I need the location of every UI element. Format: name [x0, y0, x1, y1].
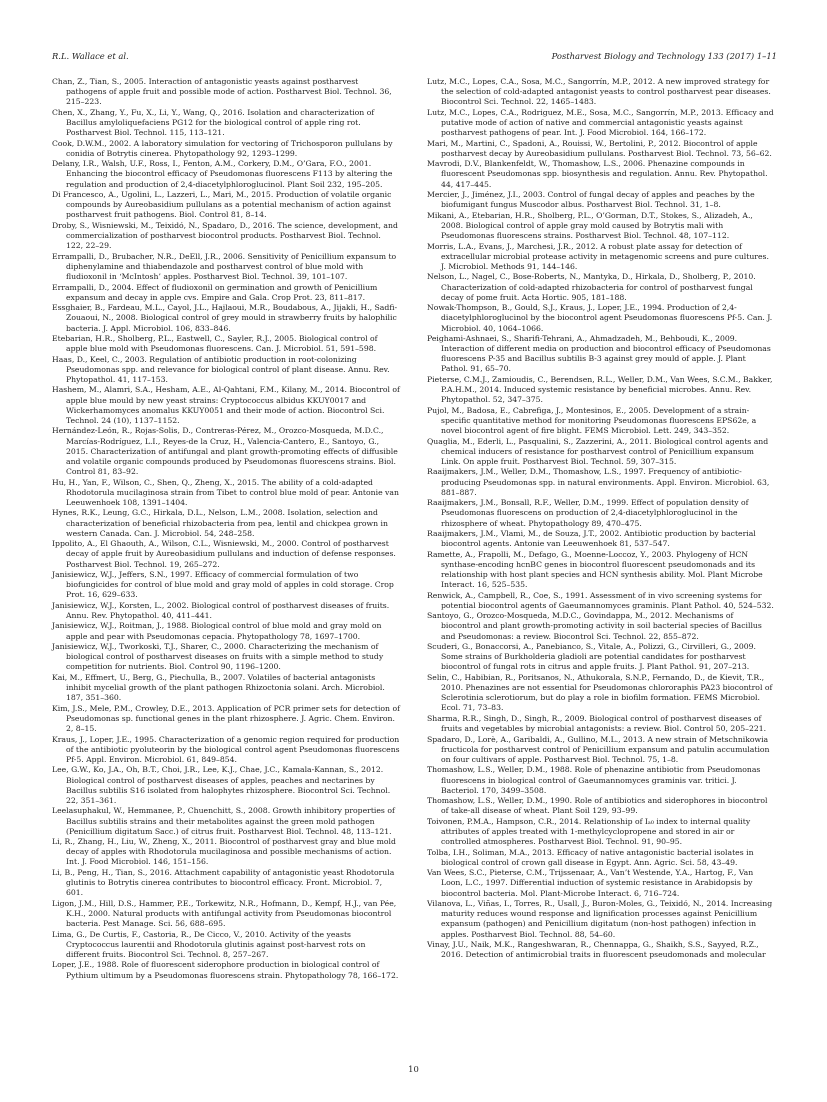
reference-entry[interactable]: Chan, Z., Tian, S., 2005. Interaction of antagonistic yeasts against postharvest pathogens of apple fruit and possible mode of action. Postharvest Biol. Technol. 36, 215–223.	[52, 77, 392, 107]
reference-entry[interactable]: Errampalli, D., Brubacher, N.R., DeEll, J.R., 2006. Sensitivity of Penicillium expansum to diphenylamine and thiabendazole and postharvest control of blue mold with fludioxonil in ‘McIntosh’ apples. Postharvest Biol. Technol. 39, 101–107.	[52, 251, 397, 282]
running-header-journal: Postharvest Biology and Technology 133 (2017) 1–11	[551, 51, 777, 61]
reference-entry[interactable]: Tolba, I.H., Soliman, M.A., 2013. Efficacy of native antagonistic bacterial isolates in biological control of crown gall disease in Egypt. Ann. Agric. Sci. 58, 43–49.	[427, 847, 754, 867]
reference-entry[interactable]: Van Wees, S.C., Pieterse, C.M., Trijssenaar, A., Van’t Westende, Y.A., Hartog, F., Van Loon, L.C., 1997. Differential induction of systemic resistance in Arabidopsis by biocontrol bacteria. Mol. Plant-Microbe Interact. 6, 716–724.	[427, 868, 754, 898]
reference-entry[interactable]: Delany, I.R., Walsh, U.F., Ross, I., Fenton, A.M., Corkery, D.M., O’Gara, F.O., 2001. Enhancing the biocontrol efficacy of Pseudomonas fluorescens F113 by altering the regulation and production of 2,4-diacetylphloroglucinol. Plant Soil 232, 195–205.	[52, 159, 393, 189]
reference-entry[interactable]: Droby, S., Wisniewski, M., Teixidó, N., Spadaro, D., 2016. The science, development, and commercialization of postharvest biocontrol products. Postharvest Biol. Technol. 122, 22–29.	[52, 220, 398, 251]
reference-entry[interactable]: Nelson, L., Nagel, C., Bose-Roberts, N., Mantyka, D., Hirkala, D., Sholberg, P., 2010. Characterization of cold-adapted rhizobacteria for control of postharvest fungal decay of pome fruit. Acta Hortic. 905, 181–188.	[427, 272, 756, 302]
reference-entry[interactable]: Nowak-Thompson, B., Gould, S.J., Kraus, J., Loper, J.E., 1994. Production of 2,4-diacetylphloroglucinol by the biocontrol agent Pseudomonas fluorescens Pf-5. Can. J. Microbiol. 40, 1064–1066.	[427, 303, 773, 333]
reference-entry[interactable]: Ramette, A., Frapolli, M., Defago, G., Moenne-Loccoz, Y., 2003. Phylogeny of HCN synthase-encoding hcnBC genes in biocontrol fluorescent pseudomonads and its relationship with host plant species and HCN synthesis ability. Mol. Plant Microbe Interact. 16, 525–535.	[427, 549, 763, 590]
reference-entry[interactable]: Li, B., Peng, H., Tian, S., 2016. Attachment capability of antagonistic yeast Rhodotorula glutinis to Botrytis cinerea contributes to biocontrol efficacy. Front. Microbiol. 7, 601.	[52, 867, 395, 898]
reference-entry[interactable]: Leelasuphakul, W., Hemmanee, P., Chuenchitt, S., 2008. Growth inhibitory properties of Bacillus subtilis strains and their metabolites against the green mold pathogen (Penicillium digitatum Sacc.) of citrus fruit. Postharvest Biol. Technol. 48, 113–121.	[52, 806, 395, 836]
reference-entry[interactable]: Kraus, J., Loper, J.E., 1995. Characterization of a genomic region required for production of the antibiotic pyoluteorin by the biological control agent Pseudomonas fluorescens Pf-5. Appl. Environ. Microbiol. 61, 849–854.	[52, 734, 400, 764]
reference-entry[interactable]: Haas, D., Keel, C., 2003. Regulation of antibiotic production in root-colonizing Pseudomonas spp. and relevance for biological control of plant disease. Annu. Rev. Phytopathol. 41, 117–153.	[52, 354, 390, 384]
reference-entry[interactable]: Chen, X., Zhang, Y., Fu, X., Li, Y., Wang, Q., 2016. Isolation and characterization of Bacillus amyloliquefaciens PG12 for the biological control of apple ring rot. Postharvest Biol. Technol. 115, 113–121.	[52, 107, 375, 138]
reference-entry[interactable]: Lima, G., De Curtis, F., Castoria, R., De Cicco, V., 2010. Activity of the yeasts Cryptococcus laurentii and Rhodotorula glutinis against post-harvest rots on different fruits. Biocontrol Sci. Technol. 8, 257–267.	[52, 929, 366, 959]
reference-entry[interactable]: Raaijmakers, J.M., Vlami, M., de Souza, J.T., 2002. Antibiotic production by bacterial biocontrol agents. Antonie van Leeuwenhoek 81, 537–547.	[427, 529, 756, 549]
reference-entry[interactable]: Etebarian, H.R., Sholberg, P.L., Eastwell, C., Sayler, R.J., 2005. Biological control of apple blue mold with Pseudomonas fluorescens. Can. J. Microbiol. 51, 591–598.	[52, 334, 378, 354]
reference-entry[interactable]: Pieterse, C.M.J., Zamioudis, C., Berendsen, R.L., Weller, D.M., Van Wees, S.C.M., Bakker, P.A.H.M., 2014. Induced systemic resistance by beneficial microbes. Annu. Rev. Phytopathol. 52, 347–375.	[427, 374, 773, 405]
reference-entry[interactable]: Vinay, J.U., Naik, M.K., Rangeshwaran, R., Chennappa, G., Shaikh, S.S., Sayyed, R.Z., 2016. Detection of antimicrobial traits in fluorescent pseudomonads and molecular	[427, 940, 766, 960]
reference-entry[interactable]: Quaglia, M., Ederli, L., Pasqualini, S., Zazzerini, A., 2011. Biological control agents and chemical inducers of resistance for postharvest control of Penicillium expansum Link. On apple fruit. Postharvest Biol. Technol. 59, 307–315.	[427, 436, 769, 466]
reference-entry[interactable]: Santoyo, G., Orozco-Mosqueda, M.D.C., Govindappa, M., 2012. Mechanisms of biocontrol and plant growth-promoting activity in soil bacterial species of Bacillus and Pseudomonas: a review. Biocontrol Sci. Technol. 22, 855–872.	[427, 611, 762, 641]
reference-entry[interactable]: Kim, J.S., Mele, P.M., Crowley, D.E., 2013. Application of PCR primer sets for detection of Pseudomonas sp. functional genes in the plant rhizosphere. J. Agric. Chem. Environ. 2, 8–15.	[52, 703, 400, 734]
running-header-authors: R.L. Wallace et al.	[52, 51, 129, 61]
page-number: 10	[408, 1064, 419, 1074]
reference-entry[interactable]: Morris, L.A., Evans, J., Marchesi, J.R., 2012. A robust plate assay for detection of extracellular microbial protease activity in metagenomic screens and pure cultures. J. Microbiol. Methods 91, 144–146.	[427, 241, 769, 271]
reference-entry[interactable]: Peighami-Ashnaei, S., Sharifi-Tehrani, A., Ahmadzadeh, M., Behboudi, K., 2009. Interaction of different media on production and biocontrol efficacy of Pseudomonas fluorescens P-35 and Bacillus subtilis B-3 against grey mould of apple. J. Plant Pathol. 91, 65–70.	[427, 334, 771, 374]
reference-entry[interactable]: Hynes, R.K., Leung, G.C., Hirkala, D.L., Nelson, L.M., 2008. Isolation, selection and characterization of beneficial rhizobacteria from pea, lentil and chickpea grown in western Canada. Can. J. Microbiol. 54, 248–258.	[52, 508, 388, 538]
reference-entry[interactable]: Sharma, R.R., Singh, D., Singh, R., 2009. Biological control of postharvest diseases of fruits and vegetables by microbial antagonists: a review. Biol. Control 50, 205–221.	[427, 713, 767, 734]
reference-entry[interactable]: Janisiewicz, W.J., Roitman, J., 1988. Biological control of blue mold and gray mold on apple and pear with Pseudomonas cepacia. Phytopathology 78, 1697–1700.	[52, 621, 382, 641]
reference-entry[interactable]: Raaijmakers, J.M., Weller, D.M., Thomashow, L.S., 1997. Frequency of antibiotic-producing Pseudomonas spp. in natural environments. Appl. Environ. Microbiol. 63, 881–887.	[427, 467, 770, 497]
reference-entry[interactable]: Janisiewicz, W.J., Korsten, L., 2002. Biological control of postharvest diseases of fruits. Annu. Rev. Phytopathol. 40, 411–441.	[52, 600, 390, 620]
reference-entry[interactable]: Cook, D.W.M., 2002. A laboratory simulation for vectoring of Trichosporon pullulans by conidia of Botrytis cinerea. Phytopathology 92, 1293–1299.	[52, 138, 393, 158]
reference-entry[interactable]: Janisiewicz, W.J., Jeffers, S.N., 1997. Efficacy of commercial formulation of two biofungicides for control of blue mold and gray mold of apples in cold storage. Crop Prot. 16, 629–633.	[52, 570, 394, 600]
reference-entry[interactable]: Hernández-León, R., Rojas-Solis, D., Contreras-Pérez, M., Orozco-Mosqueda, M.D.C., Marcías-Rodríguez, L.I., Reyes-de la Cruz, H., Valencia-Cantero, E., Santoyo, G., 2015. Characterization of antifungal and plant growth-promoting effects of diffusible and volatile organic compounds produced by Pseudomonas fluorescens strains. Biol. Control 81, 83–92.	[52, 426, 398, 477]
reference-entry[interactable]: Pujol, M., Badosa, E., Cabrefiga, J., Montesinos, E., 2005. Development of a strain-specific quantitative method for monitoring Pseudomonas fluorescens EPS62e, a novel biocontrol agent of fire blight. FEMS Microbiol. Lett. 249, 343–352.	[427, 405, 757, 436]
reference-entry[interactable]: Mavrodi, D.V., Blankenfeldt, W., Thomashow, L.S., 2006. Phenazine compounds in fluorescent Pseudomonas spp. biosynthesis and regulation. Annu. Rev. Phytopathol. 44, 417–445.	[427, 159, 768, 189]
references-right-column	[427, 77, 775, 961]
reference-entry[interactable]: Thomashow, L.S., Weller, D.M., 1990. Role of antibiotics and siderophores in biocontrol of take-all disease of wheat. Plant Soil 129, 93–99.	[427, 796, 768, 816]
reference-entry[interactable]: Loper, J.E., 1988. Role of fluorescent siderophore production in biological control of Pythium ultimum by a Pseudomonas fluorescens strain. Phytopathology 78, 166–172.	[52, 960, 399, 980]
reference-entry[interactable]: Scuderi, G., Bonaccorsi, A., Panebianco, S., Vitale, A., Polizzi, G., Cirvilleri, G., 2009. Some strains of Burkholderia gladioli are potential candidates for postharvest biocontrol of fungal rots in citrus and apple fruits. J. Plant Pathol. 91, 207–213.	[427, 642, 756, 672]
reference-entry[interactable]: Lee, G.W., Ko, J.A., Oh, B.T., Choi, J.R., Lee, K.J., Chae, J.C., Kamala-Kannan, S., 2012. Biological control of postharvest diseases of apples, peaches and nectarines by Bacillus subtilis S16 isolated from halophytes rhizosphere. Biocontrol Sci. Technol. 22, 351–361.	[52, 765, 391, 805]
reference-entry[interactable]: Ippolito, A., El Ghaouth, A., Wilson, C.L., Wisniewski, M., 2000. Control of postharvest decay of apple fruit by Aureobasidium pullulans and induction of defense responses. Postharvest Biol. Technol. 19, 265–272.	[52, 539, 396, 569]
reference-entry[interactable]: Ligon, J.M., Hill, D.S., Hammer, P.E., Torkewitz, N.R., Hofmann, D., Kempf, H.J., van Pée, K.H., 2000. Natural products with antifungal activity from Pseudomonas biocontrol bacteria. Pest Manage. Sci. 56, 688–695.	[52, 898, 397, 929]
reference-entry[interactable]: Lutz, M.C., Lopes, C.A., Sosa, M.C., Sangorrín, M.P., 2012. A new improved strategy for the selection of cold-adapted antagonist yeasts to control postharvest pear diseases. Biocontrol Sci. Technol. 22, 1465–1483.	[427, 77, 771, 107]
reference-entry[interactable]: Lutz, M.C., Lopes, C.A., Rodriguez, M.E., Sosa, M.C., Sangorrín, M.P., 2013. Efficacy and putative mode of action of native and commercial antagonistic yeasts against postharvest pathogens of pear. Int. J. Food Microbiol. 164, 166–172.	[427, 107, 774, 138]
reference-entry[interactable]: Li, R., Zhang, H., Liu, W., Zheng, X., 2011. Biocontrol of postharvest gray and blue mold decay of apples with Rhodotorula mucilaginosa and possible mechanisms of action. Int. J. Food Microbiol. 146, 151–156.	[52, 837, 396, 867]
reference-entry[interactable]: Renwick, A., Campbell, R., Coe, S., 1991. Assessment of in vivo screening systems for potential biocontrol agents of Gaeumannomyces graminis. Plant Pathol. 40, 524–532.	[427, 590, 774, 610]
reference-entry[interactable]: Selin, C., Habibian, R., Poritsanos, N., Athukorala, S.N.P., Fernando, D., de Kievit, T.R., 2010. Phenazines are not essential for Pseudomonas chlororaphis PA23 biocontrol of Sclerotinia sclerotiorum, but do play a role in biofilm formation. FEMS Microbiol. Ecol. 71, 73–83.	[427, 672, 773, 713]
reference-entry[interactable]: Vilanova, L., Viñas, I., Torres, R., Usall, J., Buron-Moles, G., Teixidó, N., 2014. Increasing maturity reduces wound response and lignification processes against Penicillium expansum (pathogen) and Penicillium digitatum (non-host pathogen) infection in apples. Postharvest Biol. Technol. 88, 54–60.	[427, 899, 773, 939]
references-left-column	[52, 77, 400, 981]
reference-entry[interactable]: Di Francesco, A., Ugolini, L., Lazzeri, L., Mari, M., 2015. Production of volatile organic compounds by Aureobasidium pullulans as a potential mechanism of action against postharvest fruit pathogens. Biol. Control 81, 8–14.	[52, 190, 392, 220]
reference-entry[interactable]: Thomashow, L.S., Weller, D.M., 1988. Role of phenazine antibiotic from Pseudomonas fluorescens in biological control of Gaeumannomyces graminis var. tritici. J. Bacteriol. 170, 3499–3508.	[427, 765, 761, 795]
reference-entry[interactable]: Mari, M., Martini, C., Spadoni, A., Rouissi, W., Bertolini, P., 2012. Biocontrol of apple postharvest decay by Aureobasidium pullulans. Postharvest Biol. Technol. 73, 56–62.	[427, 138, 772, 158]
reference-entry[interactable]: Errampalli, D., 2004. Effect of fludioxonil on germination and growth of Penicillium expansum and decay in apple cvs. Empire and Gala. Crop Prot. 23, 811–817.	[52, 282, 378, 302]
reference-entry[interactable]: Essghaier, B., Fardeau, M.L., Cayol, J.L., Hajlaoui, M.R., Boudabous, A., Jijakli, H., Sadfi-Zouaoui, N., 2008. Biological control of grey mould in strawberry fruits by halophilic bacteria. J. Appl. Microbiol. 106, 833–846.	[52, 303, 398, 333]
reference-entry[interactable]: Mikani, A., Etebarian, H.R., Sholberg, P.L., O’Gorman, D.T., Stokes, S., Alizadeh, A., 2008. Biological control of apple gray mold caused by Botrytis mali with Pseudomonas fluorescens strains. Postharvest Biol. Technol. 48, 107–112.	[427, 210, 753, 241]
reference-entry[interactable]: Hashem, M., Alamri, S.A., Hesham, A.E., Al-Qahtani, F.M., Kilany, M., 2014. Biocontrol of apple blue mould by new yeast strains: Cryptococcus albidus KKUY0017 and Wickerhamomyces anomalus KKUY0051 and their mode of action. Biocontrol Sci. Technol. 24 (10), 1137–1152.	[52, 385, 400, 425]
reference-entry[interactable]: Spadaro, D., Lorè, A., Garibaldi, A., Gullino, M.L., 2013. A new strain of Metschnikowia fructicola for postharvest control of Penicillium expansum and patulin accumulation on four cultivars of apple. Postharvest Biol. Technol. 75, 1–8.	[427, 734, 770, 764]
reference-entry[interactable]: Janisiewicz, W.J., Tworkoski, T.J., Sharer, C., 2000. Characterizing the mechanism of biological control of postharvest diseases on fruits with a simple method to study competition for nutrients. Biol. Control 90, 1196–1200.	[52, 642, 384, 672]
reference-entry[interactable]: Hu, H., Yan, F., Wilson, C., Shen, Q., Zheng, X., 2015. The ability of a cold-adapted Rhodotorula mucilaginosa strain from Tibet to control blue mold of pear. Antonie van Leeuwenhoek 108, 1391–1404.	[52, 477, 399, 507]
reference-entry[interactable]: Mercier, J., Jiménez, J.I., 2003. Control of fungal decay of apples and peaches by the biofumigant fungus Muscodor albus. Postharvest Biol. Technol. 31, 1–8.	[427, 190, 755, 210]
reference-entry[interactable]: Raaijmakers, J.M., Bonsall, R.F., Weller, D.M., 1999. Effect of population density of Pseudomonas fluorescens on production of 2,4-diacetylphloroglucinol in the rhizosphere of wheat. Phytopathology 89, 470–475.	[427, 498, 749, 528]
reference-entry[interactable]: Toivonen, P.M.A., Hampson, C.R., 2014. Relationship of Iₐ₀ index to internal quality attributes of apples treated with 1-methylcyclopropene and stored in air or controlled atmospheres. Postharvest Biol. Technol. 91, 90–95.	[427, 816, 751, 847]
reference-entry[interactable]: Kai, M., Effmert, U., Berg, G., Piechulla, B., 2007. Volatiles of bacterial antagonists inhibit mycelial growth of the plant pathogen Rhizoctonia solani. Arch. Microbiol. 187, 351–360.	[52, 672, 385, 703]
